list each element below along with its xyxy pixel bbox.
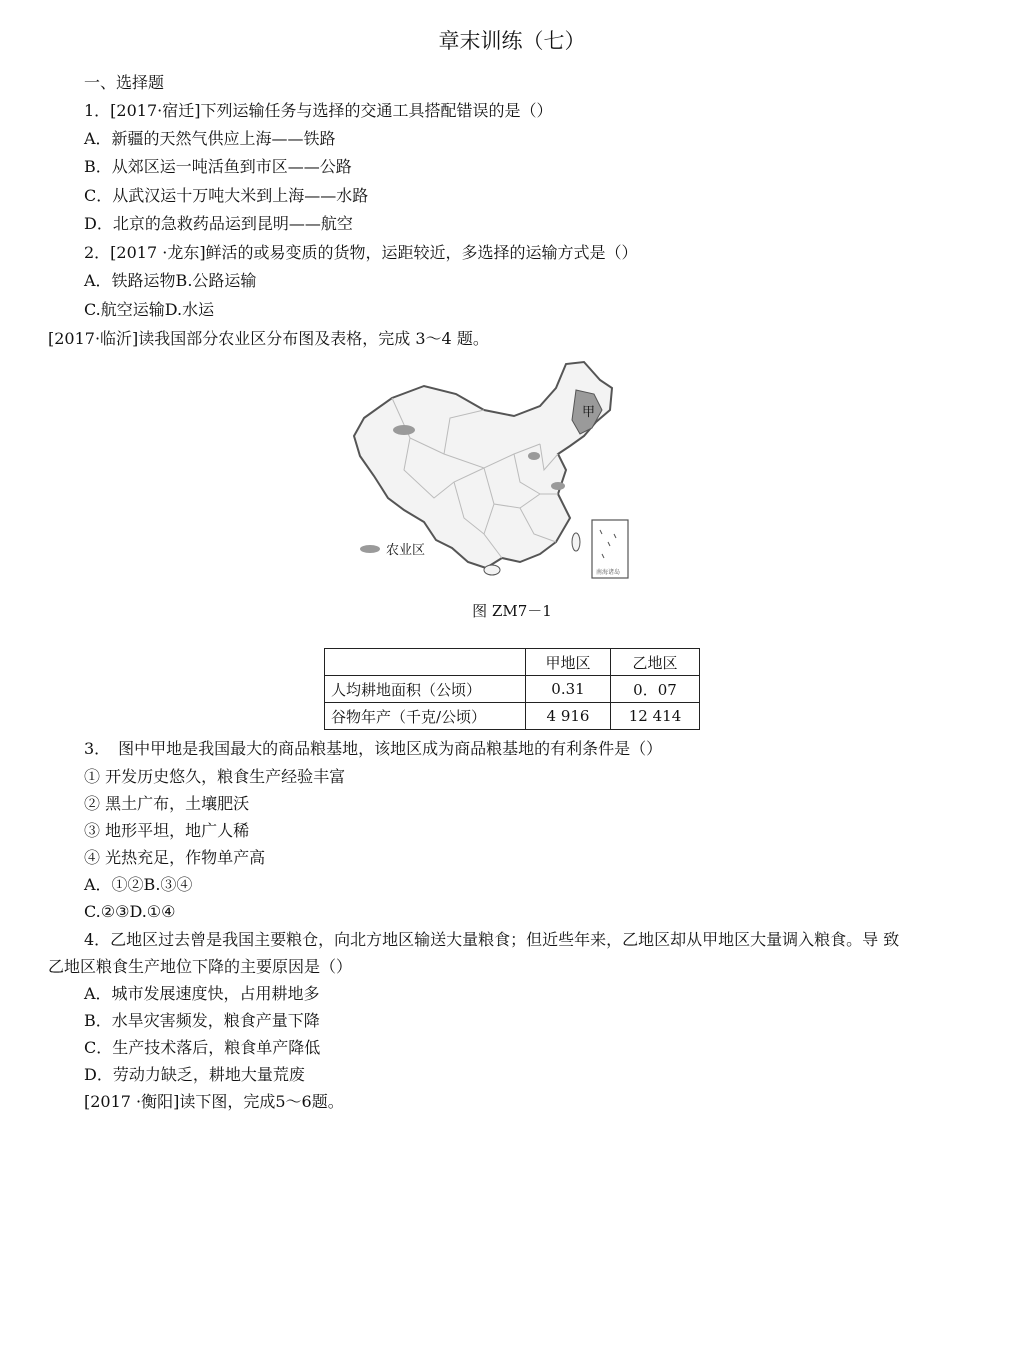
question-3-stem: 3． 图中甲地是我国最大的商品粮基地，该地区成为商品粮基地的有利条件是（） [84,739,663,758]
table-header-row [325,649,700,676]
region-south [551,482,565,490]
table-header-cell [325,649,526,676]
hainan-island [484,565,500,575]
question-3-statement-2: ② 黑土广布，土壤肥沃 [84,794,250,813]
table-cell: 4 916 [526,703,611,730]
table-cell: 人均耕地面积（公顷） [325,676,526,703]
question-4-option-b: B．水旱灾害频发，粮食产量下降 [84,1011,320,1030]
intro-questions-5-6: [2017 ·衡阳]读下图，完成5～6题。 [84,1092,344,1111]
table-row [325,703,700,730]
question-1-option-d: D．北京的急救药品运到昆明——航空 [84,214,353,233]
intro-questions-3-4: [2017·临沂]读我国部分农业区分布图及表格，完成 3～4 题。 [48,329,489,348]
inset-label: 南海诸岛 [596,569,621,576]
question-2-options-ab: A．铁路运物B.公路运输 [84,271,257,290]
question-3-statement-3: ③ 地形平坦，地广人稀 [84,821,250,840]
question-2-stem: 2．[2017 ·龙东]鲜活的或易变质的货物，运距较近，多选择的运输方式是（） [84,243,638,262]
question-4-option-d: D．劳动力缺乏，耕地大量荒废 [84,1065,305,1084]
table-cell: 谷物年产（千克/公顷） [325,703,526,730]
region-xinjiang [393,425,415,435]
question-1-stem: 1．[2017·宿迁]下列运输任务与选择的交通工具搭配错误的是（） [84,101,553,120]
table-cell: 0.31 [526,676,611,703]
question-3-options-cd: C.②③D.①④ [84,902,176,921]
table-cell: 0．07 [611,676,700,703]
question-4-option-c: C．生产技术落后，粮食单产降低 [84,1038,321,1057]
legend-label: 农业区 [386,543,426,558]
figure-caption: 图 ZM7－1 [472,602,552,620]
question-3-statement-1: ① 开发历史悠久，粮食生产经验丰富 [84,767,346,786]
china-agriculture-map [344,358,634,583]
question-1-option-b: B．从郊区运一吨活鱼到市区——公路 [84,157,352,176]
table-header-cell: 甲地区 [526,649,611,676]
table-row [325,676,700,703]
legend-swatch [360,545,380,553]
question-3-options-ab: A．①②B.③④ [84,875,193,894]
table-header-cell: 乙地区 [611,649,700,676]
question-1-option-a: A．新疆的天然气供应上海——铁路 [84,129,336,148]
question-4-option-a: A．城市发展速度快，占用耕地多 [84,984,320,1003]
region-jia-label: 甲 [582,405,596,420]
question-2-options-cd: C.航空运输D.水运 [84,300,215,319]
question-1-option-c: C．从武汉运十万吨大米到上海——水路 [84,186,369,205]
question-4-stem-line-1: 4．乙地区过去曾是我国主要粮仓，向北方地区输送大量粮食；但近些年来，乙地区却从甲地区大量调入粮食。导 致 [84,930,900,949]
taiwan-island [572,533,580,551]
data-table [324,648,700,730]
question-4-stem-line-2: 乙地区粮食生产地位下降的主要原因是（） [48,957,353,976]
section-heading: 一、选择题 [84,73,165,92]
page-title: 章末训练（七） [438,29,586,53]
region-central [528,452,540,460]
question-3-statement-4: ④ 光热充足，作物单产高 [84,848,266,867]
table-cell: 12 414 [611,703,700,730]
